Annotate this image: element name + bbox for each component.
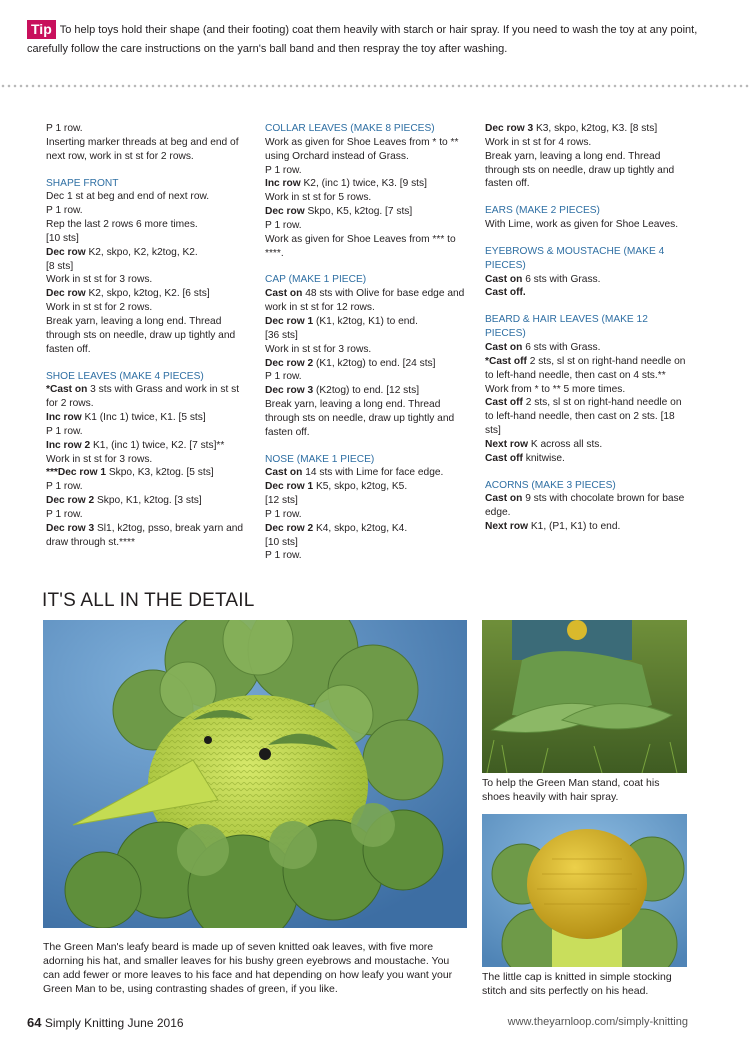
footer-url[interactable]: www.theyarnloop.com/simply-knitting <box>507 1016 688 1028</box>
pattern-instruction <box>46 411 251 425</box>
instruction-label: Cast on <box>485 493 523 505</box>
pattern-instruction <box>485 452 690 466</box>
pattern-line: Work as given for Shoe Leaves from * to ** using Orchard instead of Grass. <box>265 136 459 162</box>
instruction-label: Next row <box>485 438 529 450</box>
pattern-line: Work in st st for 3 rows. <box>265 343 372 355</box>
pattern-line: Inserting marker threads at beg and end of next row, work in st st for 2 rows. <box>46 136 239 162</box>
instruction-text: 9 sts with chocolate brown for base edge. <box>485 493 685 519</box>
instruction-text: K across all sts. <box>528 438 603 450</box>
pattern-line: Rep the last 2 rows 6 more times. <box>46 219 198 231</box>
pattern-line: Work in st st for 3 rows. <box>46 274 153 286</box>
pattern-line: Work in st st for 5 rows. <box>265 192 372 204</box>
instruction-label: *Cast on <box>46 384 88 396</box>
pattern-heading: COLLAR LEAVES (MAKE 8 PIECES) <box>265 123 435 134</box>
pattern-instruction <box>485 492 690 520</box>
cap-caption: The little cap is knitted in simple stocking stitch and sits perfectly on his head. <box>482 971 672 997</box>
instruction-text: K1 (Inc 1) twice, K1. [5 sts] <box>81 412 206 424</box>
instruction-text: 14 sts with Lime for face edge. <box>302 467 444 479</box>
pattern-line: [8 sts] <box>46 260 74 272</box>
pattern-line: Work in st st for 2 rows. <box>46 302 153 314</box>
page-number: 64 <box>27 1015 42 1030</box>
pattern-instruction <box>46 522 251 550</box>
pattern-heading: BEARD & HAIR LEAVES (MAKE 12 PIECES) <box>485 314 648 340</box>
instruction-label: Dec row 3 <box>265 385 314 397</box>
instruction-text: 6 sts with Grass. <box>522 273 601 285</box>
pattern-instruction <box>265 315 470 329</box>
instruction-text: (K1, k2tog, K1) to end. <box>313 315 418 327</box>
pattern-heading: SHOE LEAVES (MAKE 4 PIECES) <box>46 370 204 382</box>
instruction-text: 48 sts with Olive for base edge and work in st st for 12 rows. <box>265 288 465 314</box>
instruction-text: 3 sts with Grass and work in st st for 2 rows. <box>46 384 240 410</box>
pattern-line: Break yarn, leaving a long end. Thread through sts on needle, draw up tightly and fasten off. <box>485 150 675 190</box>
instruction-label: Dec row 2 <box>46 495 95 507</box>
instruction-text: K4, skpo, k2tog, K4. <box>313 522 408 534</box>
instruction-label: Dec row 1 <box>265 481 314 493</box>
pattern-instruction <box>46 466 251 480</box>
pattern-line: Work from * to ** 5 more times. <box>485 383 626 395</box>
instruction-text: Sl1, k2tog, psso, break yarn and draw through st.**** <box>46 522 244 548</box>
instruction-text: (K1, k2tog) to end. [24 sts] <box>313 357 436 369</box>
pattern-column-1 <box>46 122 251 549</box>
instruction-label: Dec row <box>265 206 305 218</box>
pattern-line: P 1 row. <box>265 550 302 562</box>
pattern-line: P 1 row. <box>265 219 302 231</box>
pattern-line: [36 sts] <box>265 329 298 341</box>
footer-left <box>27 1015 184 1030</box>
instruction-text: Skpo, K1, k2tog. [3 sts] <box>94 495 202 507</box>
pattern-line: P 1 row. <box>265 164 302 176</box>
pattern-line: P 1 row. <box>46 481 83 493</box>
pattern-line: [10 sts] <box>46 232 79 244</box>
instruction-label: Inc row 2 <box>46 439 91 451</box>
pattern-line: Work as given for Shoe Leaves from *** to ****. <box>265 233 456 259</box>
instruction-label: Cast on <box>485 273 523 285</box>
pattern-instruction <box>265 522 470 536</box>
instruction-text: 2 sts, sl st on right-hand needle on to left-hand needle, then cast on 4 sts.** <box>485 355 686 381</box>
pattern-line: [10 sts] <box>265 536 298 548</box>
instruction-label: Cast on <box>265 467 303 479</box>
pattern-instruction <box>265 287 470 315</box>
instruction-label: Dec row 1 <box>265 315 314 327</box>
instruction-label: Cast on <box>485 341 523 353</box>
instruction-label: Dec row 3 <box>46 522 95 534</box>
pattern-instruction <box>485 341 690 355</box>
cap-photo <box>482 814 687 967</box>
pattern-instruction <box>485 438 690 452</box>
pattern-line: With Lime, work as given for Shoe Leaves. <box>485 219 679 231</box>
instruction-label: Dec row <box>46 246 86 258</box>
pattern-instruction <box>265 177 470 191</box>
pattern-instruction <box>485 355 690 383</box>
pattern-column-2 <box>265 122 470 563</box>
instruction-text: Skpo, K3, k2tog. [5 sts] <box>106 467 214 479</box>
pattern-instruction <box>265 480 470 494</box>
shoes-photo <box>482 620 687 773</box>
pattern-instruction <box>265 205 470 219</box>
instruction-label: ***Dec row 1 <box>46 467 107 479</box>
instruction-label: Dec row 2 <box>265 522 314 534</box>
instruction-text: 2 sts, sl st on right-hand needle on to left-hand needle, then cast on 2 sts. [18 sts] <box>485 397 682 437</box>
tip-text: To help toys hold their shape (and their footing) coat them heavily with starch or hair spray. If you need to wash the toy at any point, carefully follow the care instructions on the yarn's ball band and then respray the toy after washing. <box>27 24 698 55</box>
pattern-line: P 1 row. <box>46 508 83 520</box>
instruction-label: Next row <box>485 521 529 533</box>
instruction-label: Inc row <box>265 178 301 190</box>
pattern-instruction <box>265 466 470 480</box>
pattern-line: [12 sts] <box>265 495 298 507</box>
pattern-heading: NOSE (MAKE 1 PIECE) <box>265 453 375 465</box>
instruction-label: Cast on <box>265 288 303 300</box>
instruction-text: K1, (P1, K1) to end. <box>528 521 621 533</box>
pattern-instruction <box>46 439 251 453</box>
pattern-instruction <box>485 396 690 438</box>
instruction-text: (K2tog) to end. [12 sts] <box>313 385 420 397</box>
pattern-line: Break yarn, leaving a long end. Thread through sts on needle, draw up tightly and fasten off. <box>46 315 236 355</box>
pattern-instruction <box>46 383 251 411</box>
pattern-instruction <box>265 384 470 398</box>
pattern-instruction <box>485 122 690 136</box>
main-photo-caption: The Green Man's leafy beard is made up of seven knitted oak leaves, with five more adorning his hat, and smaller leaves for his bushy green eyebrows and moustache. You can add fewer or more leaves to his face and hat depending on how leafy you want your Green Man to be, using contrasting shades of green, if you like. <box>43 941 453 995</box>
pattern-instruction <box>485 520 690 534</box>
instruction-text: K2, (inc 1) twice, K3. [9 sts] <box>300 178 427 190</box>
instruction-text: Skpo, K5, k2tog. [7 sts] <box>304 206 413 218</box>
instruction-text: K5, skpo, k2tog, K5. <box>313 481 408 493</box>
magazine-issue: Simply Knitting June 2016 <box>44 1016 184 1030</box>
shoes-caption: To help the Green Man stand, coat his shoes heavily with hair spray. <box>482 777 660 803</box>
pattern-heading: EYEBROWS & MOUSTACHE (MAKE 4 PIECES) <box>485 245 665 271</box>
pattern-line: P 1 row. <box>46 425 83 437</box>
instruction-label: *Cast off <box>485 355 527 367</box>
pattern-column-3 <box>485 122 690 534</box>
instruction-label: Cast off <box>485 452 523 464</box>
pattern-instruction <box>46 494 251 508</box>
pattern-heading: CAP (MAKE 1 PIECE) <box>265 274 367 286</box>
pattern-line: P 1 row. <box>265 508 302 520</box>
section-title: IT'S ALL IN THE DETAIL <box>42 590 255 611</box>
instruction-label: Dec row 2 <box>265 357 314 369</box>
pattern-line: Work in st st for 3 rows. <box>46 453 153 465</box>
instruction-text: K1, (inc 1) twice, K2. [7 sts]** <box>90 439 225 451</box>
pattern-line: Dec 1 st at beg and end of next row. <box>46 191 210 203</box>
instruction-label: Cast off <box>485 397 523 409</box>
instruction-label: Dec row 3 <box>485 123 534 134</box>
green-man-face-photo <box>43 620 467 928</box>
instruction-text: 6 sts with Grass. <box>522 341 601 353</box>
pattern-heading: SHAPE FRONT <box>46 177 119 189</box>
pattern-line: Break yarn, leaving a long end. Thread through sts on needle, draw up tightly and fasten off. <box>265 399 455 438</box>
pattern-line: P 1 row. <box>46 123 83 134</box>
pattern-line: P 1 row. <box>46 205 83 217</box>
tip-badge: Tip <box>27 20 56 39</box>
tip-box <box>27 20 707 57</box>
pattern-instruction <box>46 246 251 260</box>
instruction-label: Cast off. <box>485 287 526 299</box>
instruction-label: Inc row <box>46 412 82 424</box>
instruction-label: Dec row <box>46 288 86 300</box>
pattern-instruction <box>485 286 690 300</box>
pattern-line: P 1 row. <box>265 371 302 383</box>
pattern-line: Work in st st for 4 rows. <box>485 136 592 148</box>
pattern-instruction <box>485 273 690 287</box>
instruction-text: K2, skpo, k2tog, K2. [6 sts] <box>85 288 210 300</box>
pattern-instruction <box>265 357 470 371</box>
instruction-text: knitwise. <box>522 452 565 464</box>
instruction-text: K3, skpo, k2tog, K3. [8 sts] <box>533 123 658 134</box>
pattern-instruction <box>46 287 251 301</box>
pattern-heading: EARS (MAKE 2 PIECES) <box>485 205 600 217</box>
instruction-text: K2, skpo, K2, k2tog, K2. <box>85 246 198 258</box>
pattern-heading: ACORNS (MAKE 3 PIECES) <box>485 479 616 491</box>
dotted-divider <box>0 84 750 88</box>
